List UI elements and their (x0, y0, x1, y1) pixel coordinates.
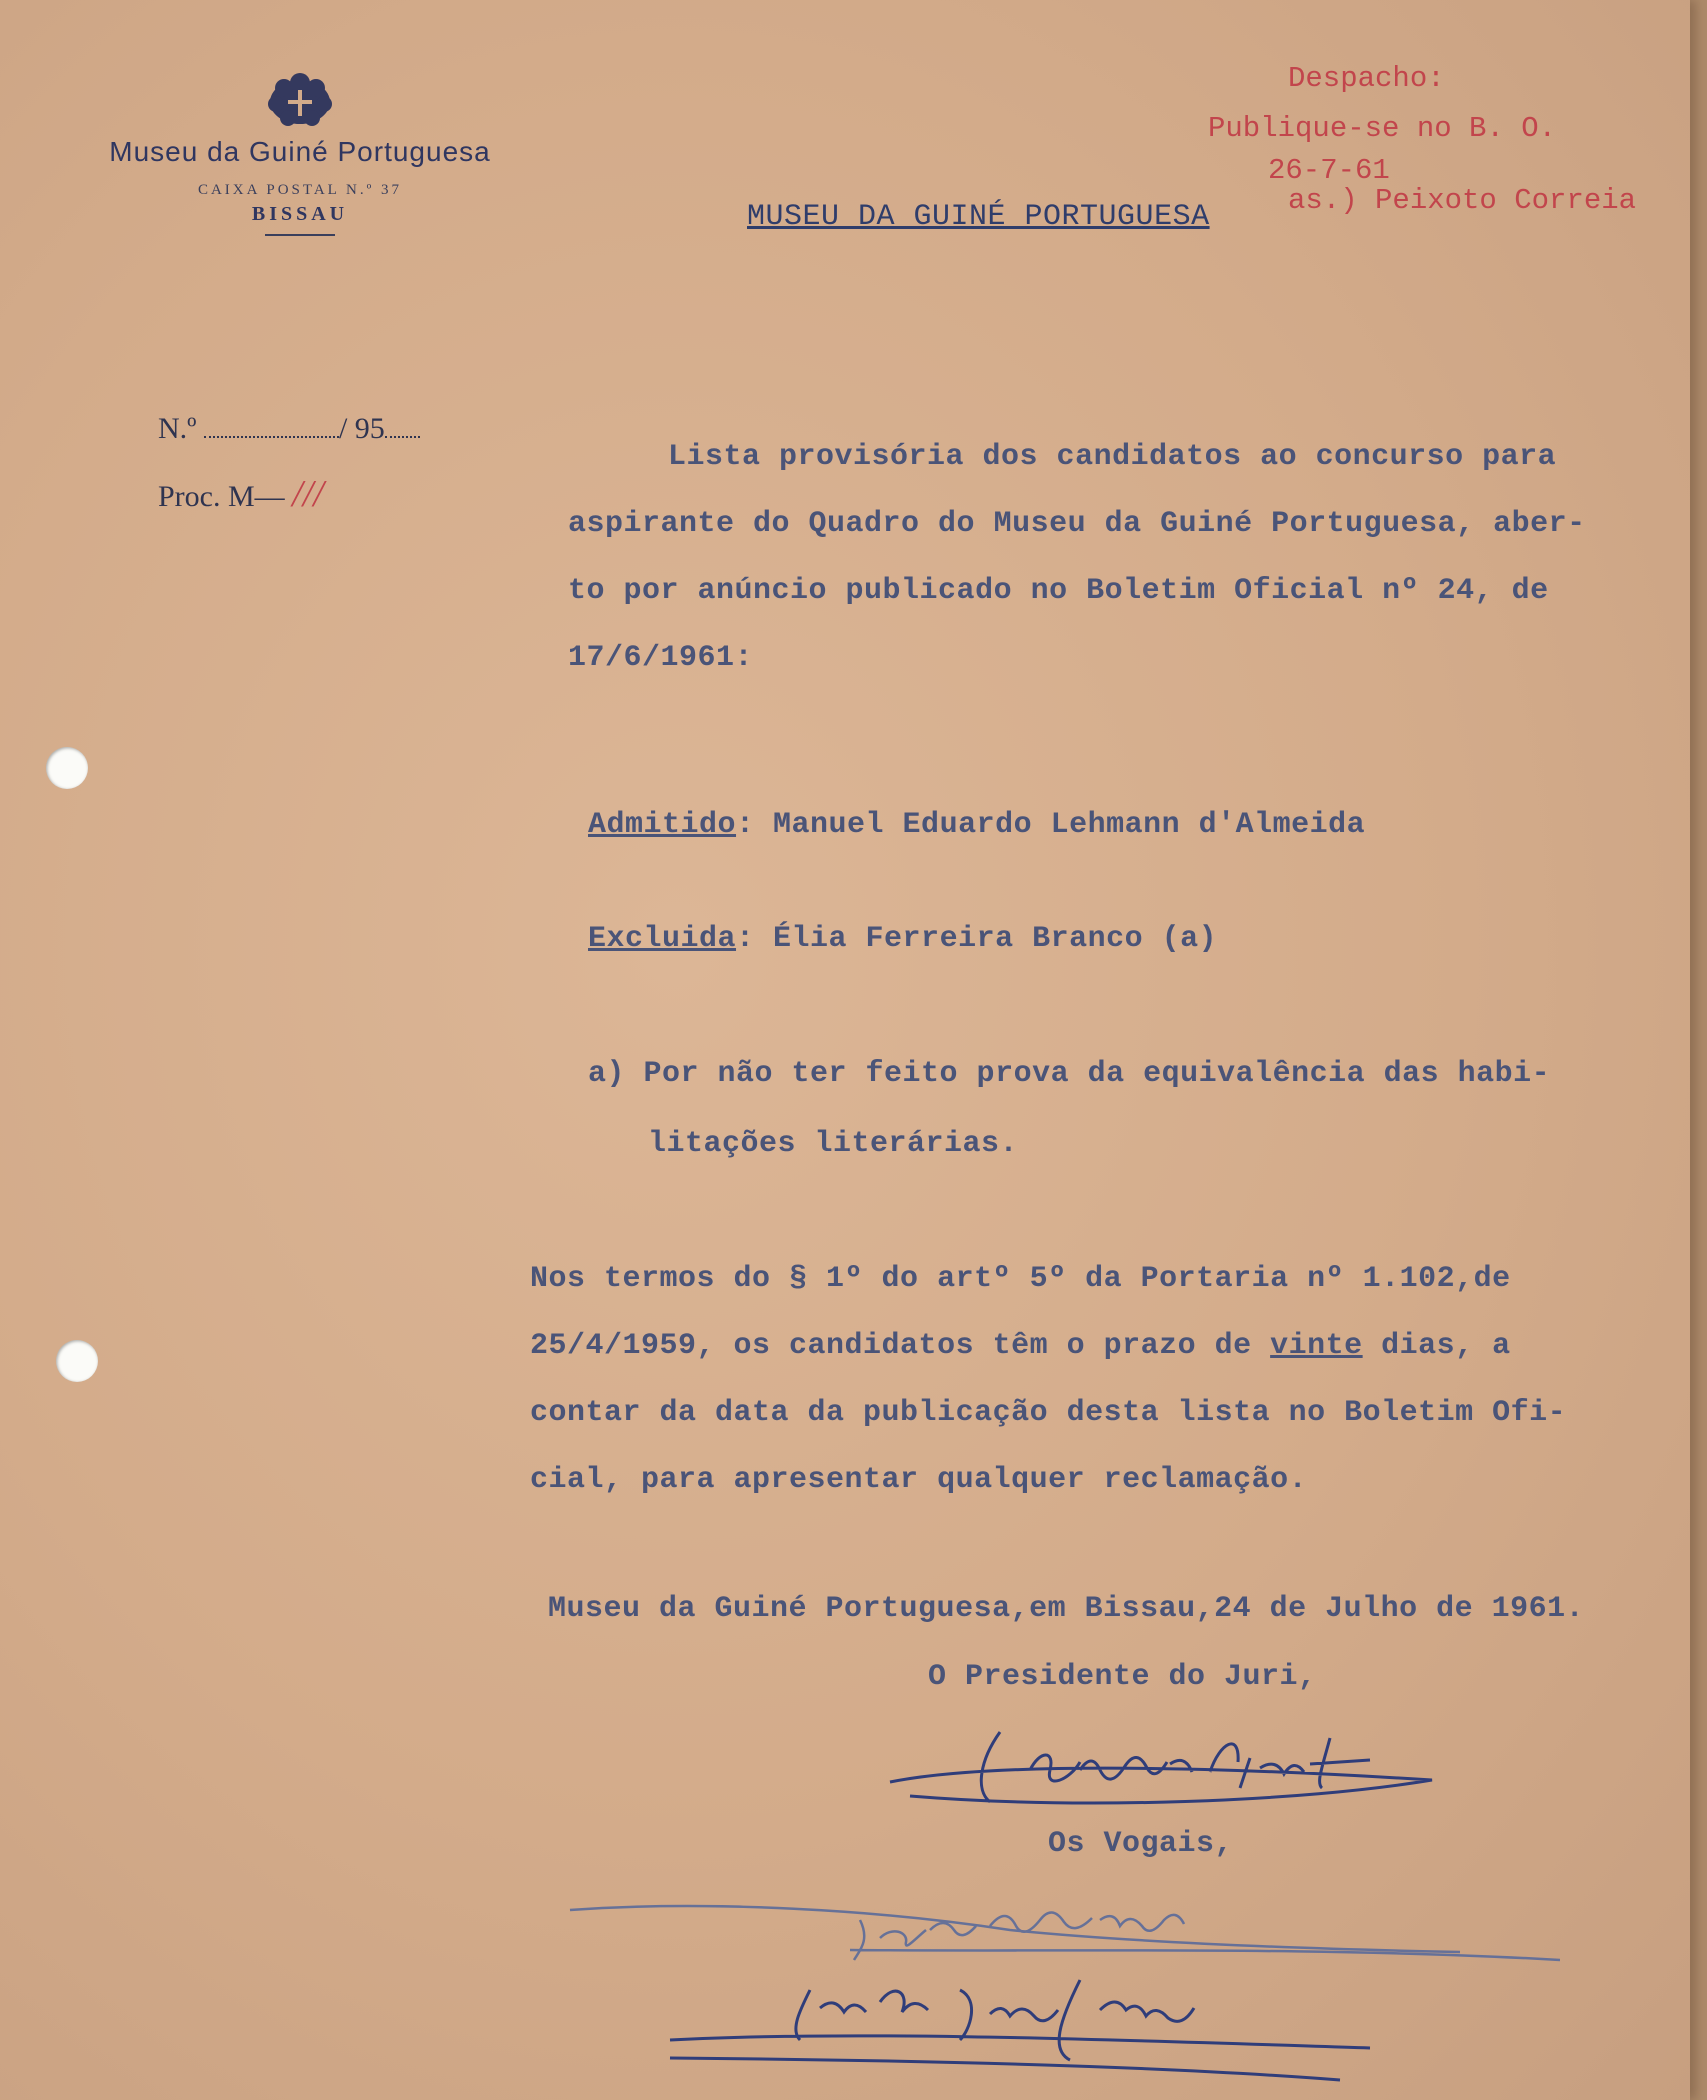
proc-value: /// (292, 473, 324, 515)
city: BISSAU (251, 203, 349, 225)
intro-line-2: aspirante do Quadro do Museu da Guiné Portuguesa, aber- (568, 507, 1586, 541)
vogal-signatures (560, 1890, 1560, 2090)
punch-hole (46, 747, 88, 789)
process-reference (158, 472, 324, 516)
terms-line-1: Nos termos do § 1º do artº 5º da Portaria nº 1.102,de (530, 1262, 1511, 1296)
intro-line-4: 17/6/1961: (568, 641, 754, 675)
terms-vinte: vinte (1270, 1329, 1363, 1363)
despacho-publish: Publique-se no B. O. (1208, 112, 1557, 145)
terms-line-4: cial, para apresentar qualquer reclamação. (530, 1463, 1308, 1497)
museum-name: Museu da Guiné Portuguesa (109, 136, 491, 167)
intro-line-1: Lista provisória dos candidatos ao concurso para (668, 440, 1557, 474)
intro-line-3: to por anúncio publicado no Boletim Oficial nº 24, de (568, 574, 1549, 608)
letterhead (70, 70, 530, 236)
document-heading: MUSEU DA GUINÉ PORTUGUESA (747, 200, 1210, 234)
number-suffix: / 95 (338, 412, 385, 445)
admitted-name: : Manuel Eduardo Lehmann d'Almeida (736, 808, 1366, 842)
vogais-label: Os Vogais, (1048, 1827, 1234, 1861)
proc-label: Proc. M— (158, 480, 285, 513)
excluded-label: Excluida (588, 922, 737, 956)
president-label: O Presidente do Juri, (928, 1660, 1317, 1694)
reference-number (158, 412, 420, 446)
place-date: Museu da Guiné Portuguesa,em Bissau,24 de Julho de 1961. (548, 1592, 1585, 1626)
number-suffix-blank (385, 414, 420, 438)
despacho-signature: as.) Peixoto Correia (1288, 184, 1637, 217)
divider (265, 234, 335, 236)
terms-line-2 (530, 1329, 1511, 1363)
despacho-block (1190, 58, 1636, 222)
excluded-name: : Élia Ferreira Branco (a) (736, 922, 1218, 956)
postal-box: CAIXA POSTAL N.º 37 (197, 182, 403, 198)
admitted-entry (588, 808, 1365, 842)
note-line-2: litações literárias. (648, 1127, 1019, 1161)
excluded-entry (588, 922, 1217, 956)
terms-line-2-start: 25/4/1959, os candidatos têm o prazo de (530, 1329, 1271, 1363)
note-line-1: a) Por não ter feito prova da equivalência das habi- (588, 1057, 1551, 1091)
despacho-label: Despacho: (1288, 62, 1445, 95)
crest-icon (264, 70, 336, 130)
admitted-label: Admitido (588, 808, 737, 842)
punch-hole (56, 1340, 98, 1382)
number-blank (204, 414, 339, 438)
despacho-date: 26-7-61 (1268, 154, 1390, 187)
number-label: N.º (158, 412, 197, 445)
terms-line-3: contar da data da publicação desta lista no Boletim Ofi- (530, 1396, 1567, 1430)
terms-line-2-end: dias, a (1362, 1329, 1511, 1363)
president-signature (880, 1720, 1440, 1830)
